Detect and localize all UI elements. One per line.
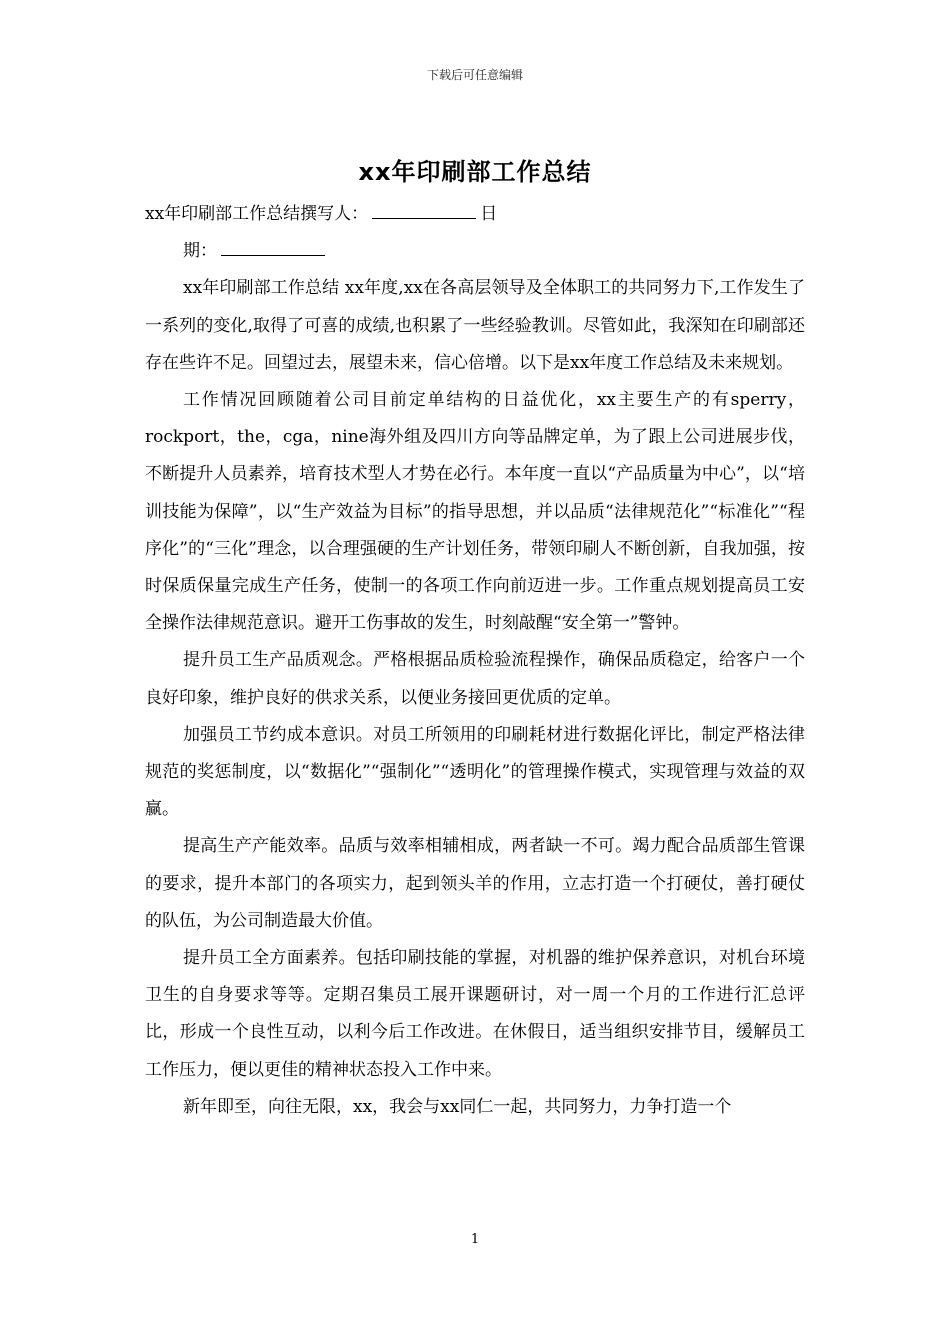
author-line <box>145 196 805 233</box>
author-blank <box>372 217 476 219</box>
document-title: xx年印刷部工作总结 <box>358 158 592 186</box>
paragraph-quality: 提升员工生产品质观念。严格根据品质检验流程操作，确保品质稳定，给客户一个良好印象，维护良好的供求关系，以便业务接回更优质的定单。 <box>145 650 805 708</box>
date-label-end: 期： <box>183 241 217 262</box>
page-number: 1 <box>470 1232 480 1247</box>
page-header-note: 下载后可任意编辑 <box>426 68 523 82</box>
document-body <box>145 196 805 1126</box>
paragraph-review: 工作情况回顾随着公司目前定单结构的日益优化，xx主要生产的有sperry，rockport，the，cga，nine海外组及四川方向等品牌定单，为了跟上公司进展步伐，不断提升人员素养，培育技术型人才势在必行。本年度一直以“产品质量为中心”，以“培训技能为保障”，以“生产效益为目标”的指导思想，并以品质“法律规范化”“标准化”“程序化”的“三化”理念，以合理强硬的生产计划任务，带领印刷人不断创新，自我加强，按时保质保量完成生产任务，使制一的各项工作向前迈进一步。工作重点规划提高员工安全操作法律规范意识。避开工伤事故的发生，时刻敲醒“安全第一”警钟。 <box>145 390 805 634</box>
paragraph-intro: xx年印刷部工作总结 xx年度,xx在各高层领导及全体职工的共同努力下,工作发生了一系列的变化,取得了可喜的成绩,也积累了一些经验教训。尽管如此，我深知在印刷部还存在些许不足。回望过去，展望未来，信心倍增。以下是xx年度工作总结及未来规划。 <box>145 278 805 373</box>
date-blank <box>221 254 325 256</box>
paragraph-cost: 加强员工节约成本意识。对员工所领用的印刷耗材进行数据化评比，制定严格法律规范的奖惩制度，以“数据化”“强制化”“透明化”的管理操作模式，实现管理与效益的双赢。 <box>145 724 805 820</box>
date-line <box>145 233 805 270</box>
paragraph-training: 提升员工全方面素养。包括印刷技能的掌握，对机器的维护保养意识，对机台环境卫生的自身要求等等。定期召集员工展开课题研讨，对一周一个月的工作进行汇总评比，形成一个良性互动，以利今后工作改进。在休假日，适当组织安排节目，缓解员工工作压力，便以更佳的精神状态投入工作中来。 <box>145 948 805 1080</box>
date-label-start: 日 <box>480 204 498 224</box>
paragraph-newyear: 新年即至，向往无限，xx，我会与xx同仁一起，共同努力，力争打造一个 <box>183 1096 732 1117</box>
paragraph-efficiency: 提高生产产能效率。品质与效率相辅相成，两者缺一不可。竭力配合品质部生管课的要求，提升本部门的各项实力，起到领头羊的作用，立志打造一个打硬仗，善打硬仗的队伍，为公司制造最大价值。 <box>145 836 805 931</box>
author-label: xx年印刷部工作总结撰写人： <box>145 204 369 224</box>
